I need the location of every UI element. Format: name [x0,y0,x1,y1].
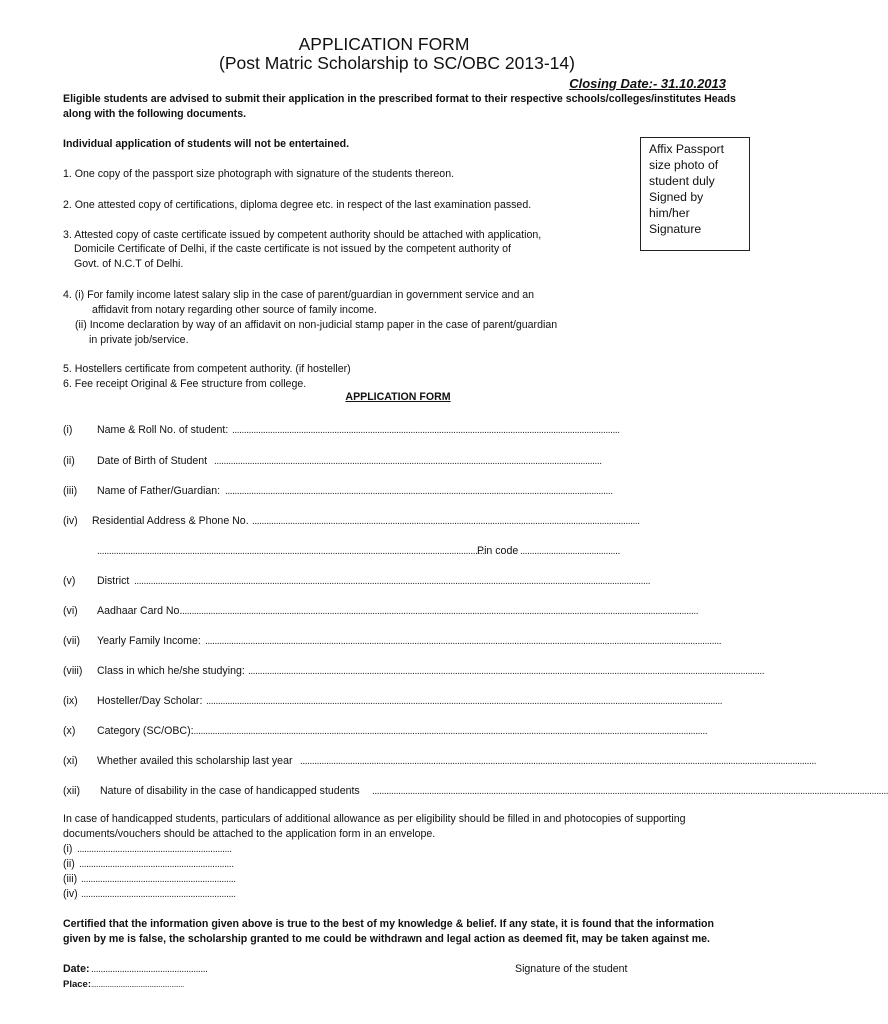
intro-line-1: Eligible students are advised to submit their application in the prescribed format to their respective schools/colleges/institutes Heads [63,93,736,105]
date-input[interactable]: ................................................. [91,964,208,975]
photo-box-line: Signed by [649,190,704,204]
field-label-district: District [97,575,130,587]
field-label-dob: Date of Birth of Student [97,455,208,467]
closing-date: Closing Date:- 31.10.2013 [569,76,726,91]
doc-item-3b: Domicile Certificate of Delhi, if the caste certificate is not issued by the competent authority of [74,243,511,255]
field-input-class[interactable]: ......................................................................................................................................................................................................................... [248,666,765,677]
field-input-address-phone[interactable]: ................................................................................................................................................................... [252,516,640,527]
field-number: (vii) [63,635,81,647]
doc-item-1: 1. One copy of the passport size photograph with signature of the students thereon. [63,168,455,180]
field-input-availed-last-year[interactable]: ......................................................................................................................................................................................................................... [300,756,817,767]
doc-item-4c: (ii) Income declaration by way of an affidavit on non-judicial stamp paper in the case of parent/guardian [75,319,558,331]
form-title: APPLICATION FORM [298,34,470,54]
photo-box [640,137,750,251]
handicapped-item-number: (ii) [63,858,75,870]
field-label-family-income: Yearly Family Income: [97,635,201,647]
field-input-disability[interactable]: ......................................................................................................................................................................................................................... [372,786,888,797]
handicapped-item-input[interactable]: ................................................................. [77,844,232,855]
field-number: (ii) [63,455,75,467]
field-label-father-guardian: Name of Father/Guardian: [97,485,221,497]
field-number: (iv) [63,515,78,527]
intro-note: Individual application of students will not be entertained. [63,138,350,150]
doc-item-2: 2. One attested copy of certifications, diploma degree etc. in respect of the last examination passed. [63,199,532,211]
field-label-disability: Nature of disability in the case of handicapped students [100,785,360,797]
doc-item-4a: 4. (i) For family income latest salary slip in the case of parent/guardian in government service and an [63,289,535,301]
field-number: (xii) [63,785,81,797]
certification-line-1: Certified that the information given above is true to the best of my knowledge & belief. If any state, it is found that the information [63,918,714,930]
form-subtitle: (Post Matric Scholarship to SC/OBC 2013-14) [219,53,575,73]
field-input-aadhaar[interactable]: ......................................................................................................................................................................................................................... [182,606,699,617]
doc-item-3c: Govt. of N.C.T of Delhi. [74,258,184,270]
field-number: (vi) [63,605,78,617]
photo-box-line: size photo of [649,158,719,172]
photo-box-line: student duly [649,174,715,188]
field-input-category[interactable]: ......................................................................................................................................................................................................................... [191,726,708,737]
field-input-family-income[interactable]: ......................................................................................................................................................................................................................... [205,636,722,647]
doc-item-4d: in private job/service. [89,334,189,346]
field-input-name-roll[interactable]: ................................................................................................................................................................... [232,425,620,436]
doc-item-4b: affidavit from notary regarding other source of family income. [92,304,377,316]
photo-box-line: Signature [649,222,702,236]
field-input-pin-code[interactable]: .......................................... [520,546,620,557]
field-number: (i) [63,424,73,436]
handicapped-item-input[interactable]: ................................................................. [81,889,236,900]
field-label-pin-code: Pin code [477,545,519,557]
field-label-name-roll: Name & Roll No. of student: [97,424,229,436]
field-label-hosteller: Hosteller/Day Scholar: [97,695,203,707]
field-label-class: Class in which he/she studying: [97,665,245,677]
field-input-father-guardian[interactable]: ................................................................................................................................................................... [225,486,613,497]
handicapped-note-line-1: In case of handicapped students, particulars of additional allowance as per eligibility should be filled in and photocopies of supporting [63,813,686,825]
field-input-district[interactable]: ......................................................................................................................................................................................................................... [134,576,651,587]
handicapped-item-number: (iv) [63,888,78,900]
date-label: Date: [63,963,90,975]
field-input-dob[interactable]: ................................................................................................................................................................... [214,456,602,467]
photo-box-line: him/her [649,206,690,220]
field-number: (ix) [63,695,78,707]
field-input-hosteller[interactable]: ......................................................................................................................................................................................................................... [206,696,723,707]
handicapped-item-input[interactable]: ................................................................. [81,874,236,885]
field-number: (iii) [63,485,78,497]
doc-item-5: 5. Hostellers certificate from competent authority. (if hosteller) [63,363,351,375]
place-input[interactable]: ................................................... [91,980,184,989]
handicapped-item-number: (iii) [63,873,78,885]
field-number: (v) [63,575,76,587]
doc-item-6: 6. Fee receipt Original & Fee structure from college. [63,378,307,390]
doc-item-3a: 3. Attested copy of caste certificate issued by competent authority should be attached with application, [63,229,542,241]
form-section-heading: APPLICATION FORM [345,391,451,403]
signature-label: Signature of the student [515,963,628,975]
photo-box-line: Affix Passport [649,142,724,156]
place-label: Place: [63,979,91,990]
intro-line-2: along with the following documents. [63,108,247,120]
field-label-address-phone: Residential Address & Phone No. [92,515,249,527]
handicapped-item-number: (i) [63,843,73,855]
field-label-availed-last-year: Whether availed this scholarship last year [97,755,293,767]
field-number: (x) [63,725,76,737]
handicapped-note-line-2: documents/vouchers should be attached to the application form in an envelope. [63,828,436,840]
field-number: (xi) [63,755,78,767]
field-input-address-line-2[interactable]: ................................................................................................................................................................... [97,546,485,557]
field-number: (viii) [63,665,83,677]
certification-line-2: given by me is false, the scholarship granted to me could be withdrawn and legal action as deemed fit, may be taken against me. [63,933,710,945]
field-label-aadhaar: Aadhaar Card No. [97,605,183,617]
field-label-category: Category (SC/OBC): [97,725,194,737]
handicapped-item-input[interactable]: ................................................................. [79,859,234,870]
